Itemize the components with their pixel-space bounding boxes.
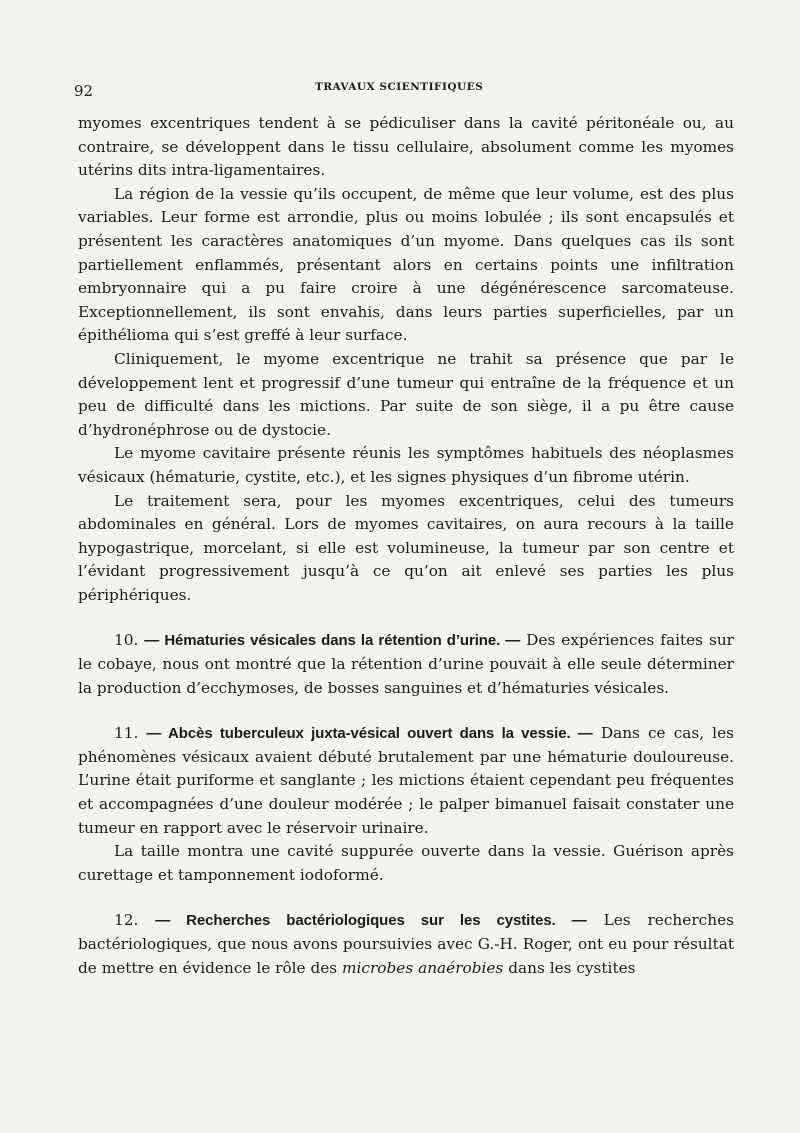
- body-text: [78, 112, 734, 980]
- paragraph: Le myome cavitaire présente réunis les symptômes habituels des néoplasmes vésicaux (hématurie, cystite, etc.), et les signes physiques d’un fibrome utérin.: [78, 444, 734, 486]
- section-title: — Abcès tuberculeux juxta-vésical ouvert dans la vessie. —: [146, 725, 593, 743]
- section-12: [78, 909, 734, 980]
- section-11: [78, 722, 734, 840]
- paragraph: myomes excentriques tendent à se pédiculiser dans la cavité péritonéale ou, au contraire, se développent dans le tissu cellulaire, absolument comme les myomes utérins dits intra-ligamentaires.: [78, 114, 734, 180]
- paragraph: La taille montra une cavité suppurée ouverte dans la vessie. Guérison après curettage et tamponnement iodoformé.: [78, 842, 734, 884]
- paragraph: Le traitement sera, pour les myomes excentriques, celui des tumeurs abdominales en général. Lors de myomes cavitaires, on aura recours à la taille hypogastrique, morcelant, si elle est volumineuse, la tumeur par son centre et l’évidant progressivement jusqu’à ce qu’on ait enlevé ses parties les plus périphériques.: [78, 491, 734, 604]
- section-10: [78, 629, 734, 700]
- running-title: TRAVAUX SCIENTIFIQUES: [315, 81, 484, 93]
- italic-term: microbes anaérobies: [342, 958, 504, 977]
- section-number: 10.: [114, 631, 139, 650]
- paragraph: La région de la vessie qu’ils occupent, de même que leur volume, est des plus variables. Leur forme est arrondie, plus ou moins lobulée ; ils sont encapsulés et présentent les caractères anatomiques d’un myome. Dans quelques cas ils sont partiellement enflammés, présentant alors en certains points une infiltration embryonnaire qui a pu faire croire à une dégénérescence sarcomateuse. Exceptionnellement, ils sont envahis, dans leurs parties superficielles, par un épithélioma qui s’est greffé à leur surface.: [78, 184, 734, 345]
- page-number: 92: [74, 82, 94, 100]
- section-text: dans les cystites: [508, 958, 636, 977]
- section-text: Les recherches bactériologiques, que nous avons poursuivies avec G.-H. Roger, ont eu pour résultat de mettre en évidence le rôle des: [78, 911, 734, 977]
- section-text: Des expériences faites sur le cobaye, nous ont montré que la rétention d’urine pouvait à elle seule déterminer la production d’ecchymoses, de bosses sanguines et d’hématuries vésicales.: [78, 631, 734, 697]
- section-title: — Recherches bactériologiques sur les cystites. —: [155, 912, 587, 930]
- section-number: 12.: [114, 911, 139, 930]
- section-title: — Hématuries vésicales dans la rétention d’urine. —: [144, 632, 521, 650]
- section-text: Dans ce cas, les phénomènes vésicaux avaient débuté brutalement par une hématurie douloureuse. L’urine était puriforme et sanglante ; les mictions étaient cependant peu fréquentes et accompagnées d’une douleur modérée ; le palper bimanuel faisait constater une tumeur en rapport avec le réservoir urinaire.: [78, 724, 734, 837]
- section-number: 11.: [114, 724, 139, 743]
- paragraph: Cliniquement, le myome excentrique ne trahit sa présence que par le développement lent et progressif d’une tumeur qui entraîne de la fréquence et un peu de difficulté dans les mictions. Par suite de son siège, il a pu être cause d’hydronéphrose ou de dystocie.: [78, 349, 734, 439]
